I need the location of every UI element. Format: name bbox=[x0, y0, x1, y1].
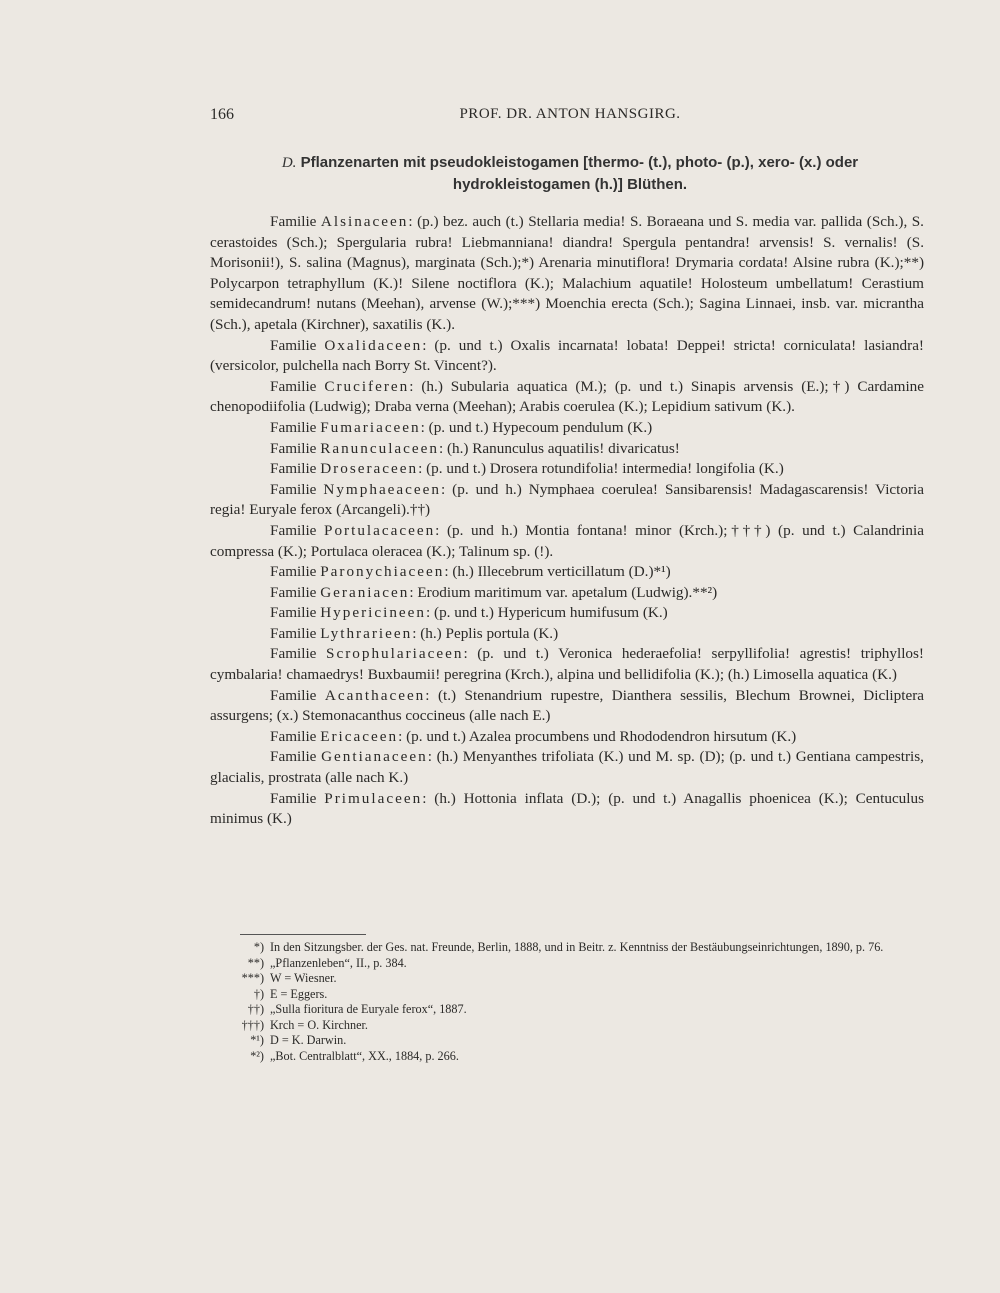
footnote-mark: ††) bbox=[247, 1002, 264, 1016]
family-name: Lythrarieen bbox=[320, 624, 413, 642]
family-name: Geraniacen bbox=[320, 583, 410, 601]
paragraph-text: : (h.) Hottonia inflata (D.); (p. und t.) Anagallis phoenicea (K.); Centuculus minimus (K.) bbox=[210, 789, 924, 828]
paragraph: Familie Alsinaceen: (p.) bez. auch (t.) Stellaria media! S. Boraeana und S. media var. pallida (Sch.), S. cerastoides (Sch.); Spergularia rubra! Liebmanniana! diandra! Spergula pentandra! arvensis! S. vernalis! (S. Morisonii!), S. salina (Magnus), marginata (Sch.);*) Arenaria minutiflora! Drymaria cordata! Alsine rubra (K.);**) Polycarpon tetraphyllum (K.)! Silene noctiflora (K.); Malachium aquatile! Holosteum umbellatum! Cerastium semidecandrum! nutans (Meehan), arvense (W.);***) Moenchia erecta (Sch.); Sagina Linnaei, insb. var. micrantha (Sch.), apetala (Kirchner), saxatilis (K.). bbox=[210, 213, 924, 333]
footnote-mark: **) bbox=[247, 955, 264, 970]
page-number: 166 bbox=[210, 106, 234, 123]
paragraph: Familie Paronychiaceen: (h.) Illecebrum verticillatum (D.)*¹) bbox=[270, 563, 671, 581]
paragraph-text: : (p. und t.) Oxalis incarnata! lobata! Deppei! stricta! corniculata! lasiandra! (versicolor, pulchella nach Borry St. Vincent?). bbox=[210, 336, 924, 375]
footnote bbox=[222, 956, 922, 972]
footnote-text: „Pflanzenleben“, II., p. 384. bbox=[270, 955, 407, 970]
footnote-text: In den Sitzungsber. der Ges. nat. Freunde, Berlin, 1888, und in Beitr. z. Kenntniss der Bestäubungseinrichtungen, 1890, p. 76. bbox=[270, 940, 884, 954]
paragraph-text: : (p. und t.) Hypecoum pendulum (K.) bbox=[420, 418, 653, 436]
paragraph: Familie Cruciferen: (h.) Subularia aquatica (M.); (p. und t.) Sinapis arvensis (E.);†) Cardamine chenopodiifolia (Ludwig); Draba verna (Meehan); Arabis coerulea (K.); Lepidium sativum (K.). bbox=[210, 377, 924, 416]
footnote-text: D = K. Darwin. bbox=[270, 1033, 347, 1047]
paragraph-text: : (h.) Illecebrum verticillatum (D.)*¹) bbox=[444, 563, 671, 581]
paragraph-text: : (h.) Menyanthes trifoliata (K.) und M. sp. (D); (p. und t.) Gentiana campestris, glacialis, prostrata (alle nach K.) bbox=[210, 748, 924, 787]
footnote-mark: *²) bbox=[250, 1048, 264, 1063]
family-name: Oxalidaceen bbox=[324, 336, 423, 354]
footnote-text: „Bot. Centralblatt“, XX., 1884, p. 266. bbox=[270, 1048, 459, 1063]
footnote bbox=[222, 1002, 922, 1018]
paragraph-text: : (p. und h.) Nymphaea coerulea! Sansibarensis! Madagascarensis! Victoria regia! Euryale ferox (Arcangeli).††) bbox=[210, 480, 924, 519]
paragraph-text: : (p. und t.) Veronica hederaefolia! serpyllifolia! agrestis! triphyllos! cymbalaria! chamaedrys! Buxbaumii! peregrina (Krch.), alpina und bellidifolia (K.); (h.) Limosella aquatica (K.) bbox=[210, 645, 924, 684]
paragraph-text: : (p. und t.) Hypericum humifusum (K.) bbox=[426, 604, 668, 622]
paragraph-text: : (t.) Stenandrium rupestre, Dianthera sessilis, Blechum Brownei, Dicliptera assurgens; (x.) Stemonacanthus coccineus (alle nach E.) bbox=[210, 686, 924, 725]
heading-line-1: Pflanzenarten mit pseudokleistogamen [thermo- (t.), photo- (p.), xero- (x.) oder bbox=[300, 154, 859, 171]
paragraph: Familie Scrophulariaceen: (p. und t.) Veronica hederaefolia! serpyllifolia! agrestis! triphyllos! cymbalaria! chamaedrys! Buxbaumii! peregrina (Krch.), alpina und bellidifolia (K.); (h.) Limosella aquatica (K.) bbox=[210, 645, 924, 684]
paragraph: Familie Ericaceen: (p. und t.) Azalea procumbens und Rhododendron hirsutum (K.) bbox=[270, 727, 797, 745]
paragraph: Familie Gentianaceen: (h.) Menyanthes trifoliata (K.) und M. sp. (D); (p. und t.) Gentiana campestris, glacialis, prostrata (alle nach K.) bbox=[210, 748, 924, 787]
paragraph-text: : Erodium maritimum var. apetalum (Ludwig).**²) bbox=[409, 583, 718, 601]
family-name: Droseraceen bbox=[320, 460, 419, 478]
paragraph: Familie Portulacaceen: (p. und h.) Montia fontana! minor (Krch.);†††) (p. und t.) Calandrinia compressa (K.); Portulaca oleracea (K.); Talinum sp. (!). bbox=[210, 521, 924, 560]
paragraph: Familie Fumariaceen: (p. und t.) Hypecoum pendulum (K.) bbox=[270, 418, 653, 436]
family-name: Gentianaceen bbox=[321, 748, 428, 766]
paragraph-text: : (h.) Ranunculus aquatilis! divaricatus! bbox=[438, 439, 680, 457]
footnote-mark: †††) bbox=[241, 1017, 264, 1032]
family-name: Portulacaceen bbox=[324, 521, 436, 539]
paragraph: Familie Nymphaeaceen: (p. und h.) Nymphaea coerulea! Sansibarensis! Madagascarensis! Victoria regia! Euryale ferox (Arcangeli).††) bbox=[210, 480, 924, 519]
footnote bbox=[222, 1033, 922, 1049]
family-name: Ranunculaceen bbox=[320, 439, 439, 457]
family-name: Ericaceen bbox=[320, 727, 399, 745]
footnote-text: W = Wiesner. bbox=[270, 971, 337, 985]
paragraph: Familie Geraniacen: Erodium maritimum var. apetalum (Ludwig).**²) bbox=[270, 583, 718, 601]
paragraph: Familie Droseraceen: (p. und t.) Drosera rotundifolia! intermedia! longifolia (K.) bbox=[270, 460, 784, 478]
footnote-mark: ***) bbox=[241, 971, 264, 985]
footnote-mark: †) bbox=[253, 986, 264, 1001]
section-letter: D. bbox=[281, 155, 297, 171]
section-heading bbox=[210, 152, 930, 196]
paragraph-text: : (p. und t.) Drosera rotundifolia! intermedia! longifolia (K.) bbox=[418, 460, 784, 478]
family-name: Hypericineen bbox=[320, 604, 427, 622]
family-name: Fumariaceen bbox=[320, 418, 421, 436]
page-header bbox=[210, 106, 930, 130]
family-name: Paronychiaceen bbox=[320, 563, 445, 581]
running-head: PROF. DR. ANTON HANSGIRG. bbox=[459, 106, 681, 122]
paragraph-text: : (p. und t.) Azalea procumbens und Rhododendron hirsutum (K.) bbox=[398, 727, 797, 745]
footnote-divider bbox=[240, 934, 366, 935]
heading-line-2: hydrokleistogamen (h.)] Blüthen. bbox=[452, 176, 688, 193]
footnote-text: E = Eggers. bbox=[270, 986, 328, 1001]
family-name: Alsinaceen bbox=[320, 213, 409, 230]
paragraph: Familie Primulaceen: (h.) Hottonia inflata (D.); (p. und t.) Anagallis phoenicea (K.); Centuculus minimus (K.) bbox=[210, 789, 924, 828]
family-name: Primulaceen bbox=[324, 789, 423, 807]
footnote bbox=[222, 1049, 922, 1065]
footnote-mark: *¹) bbox=[250, 1033, 264, 1047]
paragraph: Familie Hypericineen: (p. und t.) Hypericum humifusum (K.) bbox=[270, 604, 668, 622]
paragraph: Familie Lythrarieen: (h.) Peplis portula (K.) bbox=[270, 624, 559, 642]
paragraph: Familie Ranunculaceen: (h.) Ranunculus aquatilis! divaricatus! bbox=[270, 439, 680, 457]
body-text bbox=[210, 212, 924, 830]
footnote bbox=[222, 971, 922, 987]
paragraph-text: : (h.) Peplis portula (K.) bbox=[412, 624, 559, 642]
footnote-text: Krch = O. Kirchner. bbox=[270, 1017, 368, 1032]
paragraph-text: : (h.) Subularia aquatica (M.); (p. und t.) Sinapis arvensis (E.);†) Cardamine chenopodiifolia (Ludwig); Draba verna (Meehan); Arabis coerulea (K.); Lepidium sativum (K.). bbox=[210, 377, 924, 416]
footnote bbox=[222, 987, 922, 1003]
family-name: Scrophulariaceen bbox=[326, 645, 464, 663]
family-name: Nymphaeaceen bbox=[323, 480, 441, 498]
paragraph: Familie Oxalidaceen: (p. und t.) Oxalis incarnata! lobata! Deppei! stricta! corniculata! lasiandra! (versicolor, pulchella nach Borry St. Vincent?). bbox=[210, 336, 924, 375]
footnote bbox=[222, 940, 922, 956]
family-name: Acanthaceen bbox=[324, 686, 426, 704]
footnote bbox=[222, 1018, 922, 1034]
paragraph-text: : (p. und h.) Montia fontana! minor (Krch.);†††) (p. und t.) Calandrinia compressa (K.); Portulaca oleracea (K.); Talinum sp. (!). bbox=[210, 521, 924, 560]
family-name: Cruciferen bbox=[324, 377, 410, 395]
paragraph-text: : (p.) bez. auch (t.) Stellaria media! S. Boraeana und S. media var. pallida (Sch.), S. cerastoides (Sch.); Spergularia rubra! Liebmanniana! diandra! Spergula pentandra! arvensis! S. vernalis! (S. Morisonii!), S. salina (Magnus), marginata (Sch.);*) Arenaria minutiflora! Drymaria cordata! Alsine rubra (K.);**) Polycarpon tetraphyllum (K.)! Silene noctiflora (K.); Malachium aquatile! Holosteum umbellatum! Cerastium semidecandrum! nutans (Meehan), arvense (W.);***) Moenchia erecta (Sch.); Sagina Linnaei, insb. var. micrantha (Sch.), apetala (Kirchner), saxatilis (K.). bbox=[210, 213, 924, 333]
footnotes bbox=[222, 940, 922, 1064]
paragraph: Familie Acanthaceen: (t.) Stenandrium rupestre, Dianthera sessilis, Blechum Brownei, Dicliptera assurgens; (x.) Stemonacanthus coccineus (alle nach E.) bbox=[210, 686, 924, 725]
footnote-mark: *) bbox=[253, 940, 264, 954]
footnote-text: „Sulla fioritura de Euryale ferox“, 1887. bbox=[270, 1002, 467, 1016]
